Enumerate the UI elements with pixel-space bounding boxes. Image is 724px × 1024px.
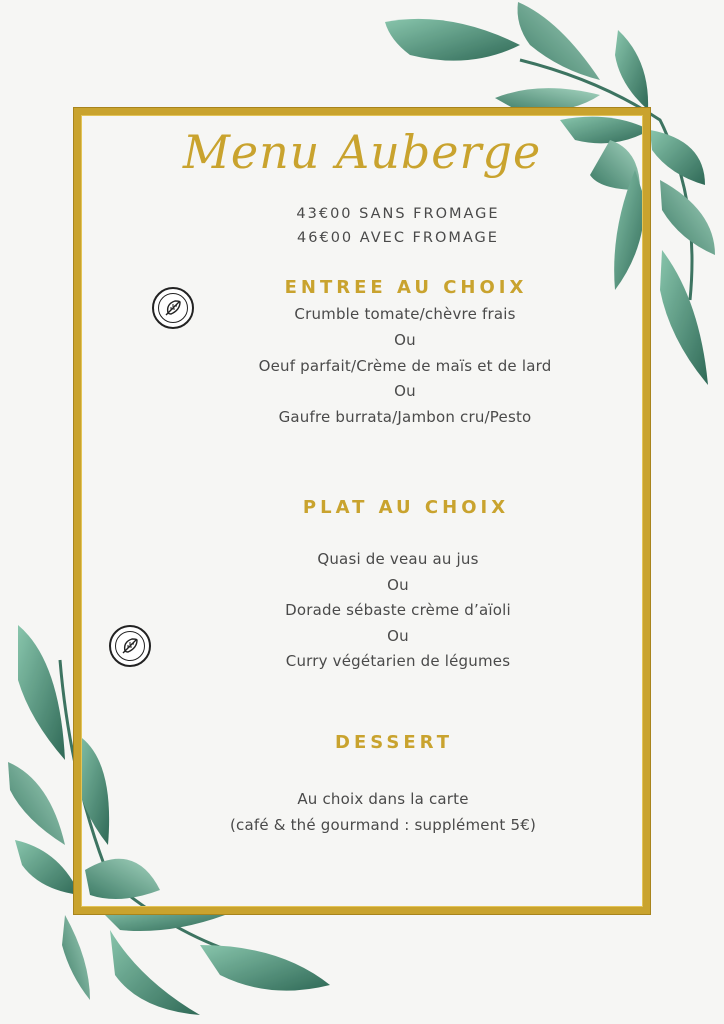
dessert-item: Au choix dans la carte [297, 790, 469, 808]
plat-item: Dorade sébaste crème d’aïoli [285, 601, 511, 619]
entree-item: Gaufre burrata/Jambon cru/Pesto [278, 408, 532, 426]
entree-item: Crumble tomate/chèvre frais [294, 305, 516, 323]
plat-separator: Ou [387, 576, 409, 594]
menu-title: Menu Auberge [182, 125, 542, 179]
price-without-cheese: 43€00 SANS FROMAGE [296, 206, 500, 222]
plat-item: Curry végétarien de légumes [285, 652, 511, 670]
plat-separator: Ou [387, 627, 409, 645]
entree-separator: Ou [394, 382, 416, 400]
plat-item: Quasi de veau au jus [317, 550, 479, 568]
section-heading-dessert: DESSERT [335, 732, 453, 753]
entree-item: Oeuf parfait/Crème de maïs et de lard [258, 357, 552, 375]
section-heading-plat: PLAT AU CHOIX [302, 497, 510, 518]
section-heading-entree: ENTREE AU CHOIX [284, 277, 528, 298]
dessert-note: (café & thé gourmand : supplément 5€) [229, 816, 537, 834]
price-with-cheese: 46€00 AVEC FROMAGE [297, 230, 499, 246]
entree-separator: Ou [394, 331, 416, 349]
